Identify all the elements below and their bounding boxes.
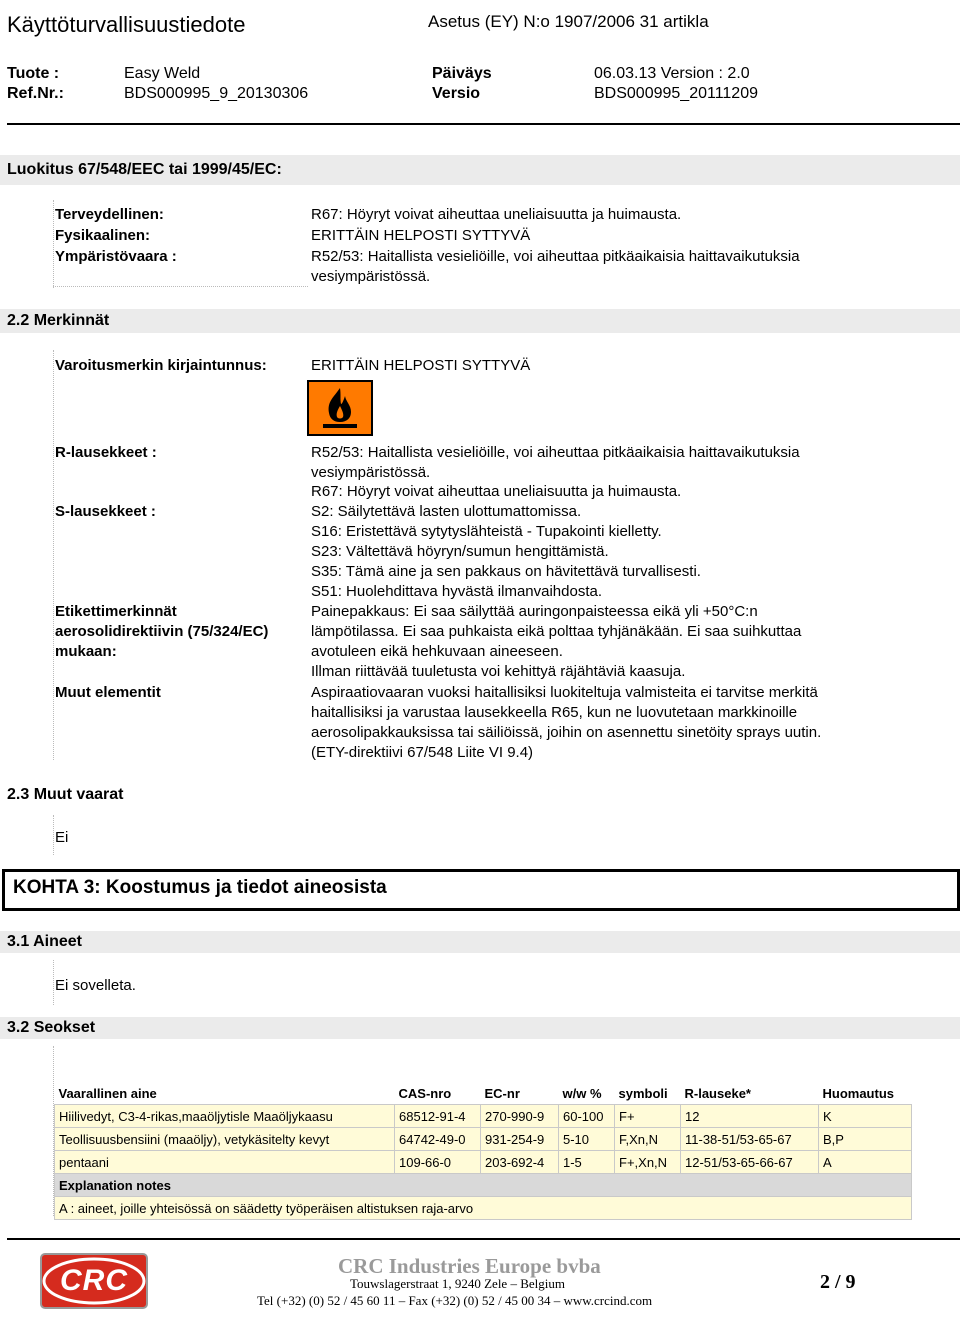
- table-cell: 270-990-9: [481, 1105, 559, 1128]
- table-row: [55, 1128, 912, 1151]
- r-phrases-label: R-lausekkeet :: [55, 444, 157, 461]
- ref-label: Ref.Nr.:: [7, 85, 64, 102]
- table-cell: 12-51/53-65-66-67: [681, 1151, 819, 1174]
- other-element-line: aerosolipakkauksissa tai säiliöissä, joihin on asennettu sinetöity sprays uutin.: [311, 724, 822, 741]
- aerosol-line: avotuleen eikä hehkuvaan aineeseen.: [311, 643, 563, 660]
- table-row: [55, 1151, 912, 1174]
- classification-heading: Luokitus 67/548/EEC tai 1999/45/EC:: [0, 155, 960, 185]
- classification-label: Fysikaalinen:: [55, 227, 151, 244]
- s-phrase-line: S16: Eristettävä sytytyslähteistä - Tupakointi kielletty.: [311, 523, 662, 540]
- r-phrase-line: vesiympäristössä.: [311, 464, 431, 481]
- merkinnat-heading: 2.2 Merkinnät: [0, 309, 960, 333]
- column-header: Vaarallinen aine: [58, 1085, 157, 1101]
- product-value: Easy Weld: [124, 65, 201, 82]
- table-cell: B,P: [819, 1128, 912, 1151]
- section-3-box: [2, 869, 960, 911]
- mixtures-heading: 3.2 Seokset: [0, 1017, 960, 1039]
- s-phrase-line: S23: Vältettävä höyryn/sumun hengittämistä.: [311, 543, 609, 560]
- regulation-reference: Asetus (EY) N:o 1907/2006 31 artikla: [428, 12, 709, 31]
- product-label: Tuote :: [7, 65, 60, 82]
- table-cell: K: [819, 1105, 912, 1128]
- column-header: symboli: [618, 1085, 668, 1101]
- table-cell: 12: [681, 1105, 819, 1128]
- divider: [53, 960, 54, 1005]
- classification-value: R52/53: Haitallista vesieliöille, voi aiheuttaa pitkäaikaisia haittavaikutuksia: [311, 248, 800, 265]
- divider: [53, 350, 54, 760]
- column-header: w/w %: [562, 1085, 602, 1101]
- aerosol-line: lämpötilassa. Ei saa puhkaista eikä polttaa tyhjänäkään. Ei saa suihkuttaa: [311, 623, 802, 640]
- column-header: CAS-nro: [398, 1085, 452, 1101]
- table-cell: 64742-49-0: [395, 1128, 481, 1151]
- table-cell: F,Xn,N: [615, 1128, 681, 1151]
- s-phrase-line: S51: Huolehdittava hyvästä ilmanvaihdosta.: [311, 583, 603, 600]
- classification-label: Ympäristövaara :: [55, 248, 177, 265]
- divider: [53, 286, 308, 287]
- s-phrase-line: S2: Säilytettävä lasten ulottumattomissa.: [311, 503, 582, 520]
- table-cell: 11-38-51/53-65-67: [681, 1128, 819, 1151]
- signal-word-label: Varoitusmerkin kirjaintunnus:: [55, 357, 267, 374]
- column-header: EC-nr: [484, 1085, 520, 1101]
- company-address: Touwslagerstraat 1, 9240 Zele – Belgium: [350, 1276, 565, 1291]
- table-cell: 60-100: [559, 1105, 615, 1128]
- aerosol-line: Painepakkaus: Ei saa säilyttää auringonpaisteessa eikä yli +50°C:n: [311, 603, 758, 620]
- r-phrase-line: R52/53: Haitallista vesieliöille, voi aiheuttaa pitkäaikaisia haittavaikutuksia: [311, 444, 800, 461]
- other-element-line: Aspiraatiovaaran vuoksi haitallisiksi luokiteltuja valmisteita ei tarvitse merkitä: [311, 684, 818, 701]
- note-text: A : aineet, joille yhteisössä on säädetty työperäisen altistuksen raja-arvo: [55, 1197, 912, 1220]
- other-element-line: (ETY-direktiivi 67/548 Liite VI 9.4): [311, 744, 534, 761]
- other-element-line: haitallisiksi ja varustaa lausekkeella R65, kun ne luovutetaan markkinoille: [311, 704, 798, 721]
- table-cell: pentaani: [55, 1151, 395, 1174]
- column-header: R-lauseke*: [684, 1085, 751, 1101]
- header-divider: [7, 123, 960, 125]
- table-cell: F+: [615, 1105, 681, 1128]
- column-header: Huomautus: [822, 1085, 894, 1101]
- company-contact: Tel (+32) (0) 52 / 45 60 11 – Fax (+32) (0) 52 / 45 00 34 – www.crcind.com: [257, 1293, 653, 1308]
- page-number: 2 / 9: [820, 1271, 856, 1293]
- section-3-heading: KOHTA 3: Koostumus ja tiedot aineosista: [13, 877, 387, 898]
- table-cell: 931-254-9: [481, 1128, 559, 1151]
- aerosol-label: mukaan:: [55, 643, 117, 660]
- substances-heading: 3.1 Aineet: [0, 931, 960, 953]
- divider: [53, 200, 54, 288]
- table-cell: Hiilivedyt, C3-4-rikas,maaöljytisle Maaöljykaasu: [55, 1105, 395, 1128]
- explanation-row: [55, 1174, 912, 1197]
- classification-value: ERITTÄIN HELPOSTI SYTTYVÄ: [311, 227, 531, 244]
- document-title: Käyttöturvallisuustiedote: [7, 12, 246, 37]
- version-value: BDS000995_20111209: [594, 85, 758, 102]
- logo-text: CRC: [60, 1264, 128, 1297]
- table-cell: A: [819, 1151, 912, 1174]
- composition-table: [54, 1082, 912, 1220]
- signal-word-value: ERITTÄIN HELPOSTI SYTTYVÄ: [311, 357, 531, 374]
- aerosol-label: Etikettimerkinnät: [55, 603, 177, 620]
- table-cell: F+,Xn,N: [615, 1151, 681, 1174]
- table-header-row: [55, 1082, 912, 1105]
- r-phrase-line: R67: Höyryt voivat aiheuttaa uneliaisuutta ja huimausta.: [311, 483, 682, 500]
- table-cell: 5-10: [559, 1128, 615, 1151]
- ref-value: BDS000995_9_20130306: [124, 85, 309, 102]
- footer-divider: [7, 1238, 960, 1240]
- substances-value: Ei sovelleta.: [55, 977, 136, 994]
- aerosol-line: Illman riittävää tuuletusta voi kehittyä räjähtäviä kaasuja.: [311, 663, 686, 680]
- table-cell: 68512-91-4: [395, 1105, 481, 1128]
- company-name: CRC Industries Europe bvba: [338, 1254, 601, 1278]
- classification-label: Terveydellinen:: [55, 206, 164, 223]
- divider: [53, 815, 54, 855]
- classification-value: R67: Höyryt voivat aiheuttaa uneliaisuutta ja huimausta.: [311, 206, 682, 223]
- table-cell: 1-5: [559, 1151, 615, 1174]
- table-row: [55, 1105, 912, 1128]
- s-phrases-label: S-lausekkeet :: [55, 503, 156, 520]
- s-phrase-line: S35: Tämä aine ja sen pakkaus on hävitettävä turvallisesti.: [311, 563, 701, 580]
- other-hazards-value: Ei: [55, 829, 69, 846]
- date-label: Päiväys: [432, 65, 492, 82]
- note-row: [55, 1197, 912, 1220]
- table-cell: Teollisuusbensiini (maaöljy), vetykäsitelty kevyt: [55, 1128, 395, 1151]
- classification-value: vesiympäristössä.: [311, 268, 431, 285]
- table-cell: 109-66-0: [395, 1151, 481, 1174]
- aerosol-label: aerosolidirektiivin (75/324/EC): [55, 623, 269, 640]
- flame-icon: [307, 380, 373, 436]
- table-cell: 203-692-4: [481, 1151, 559, 1174]
- date-value: 06.03.13 Version : 2.0: [594, 65, 750, 82]
- explanation-label: Explanation notes: [55, 1174, 912, 1197]
- crc-logo: [40, 1253, 148, 1309]
- version-label: Versio: [432, 85, 481, 102]
- other-hazards-heading: 2.3 Muut vaarat: [0, 783, 960, 807]
- other-elements-label: Muut elementit: [55, 684, 161, 701]
